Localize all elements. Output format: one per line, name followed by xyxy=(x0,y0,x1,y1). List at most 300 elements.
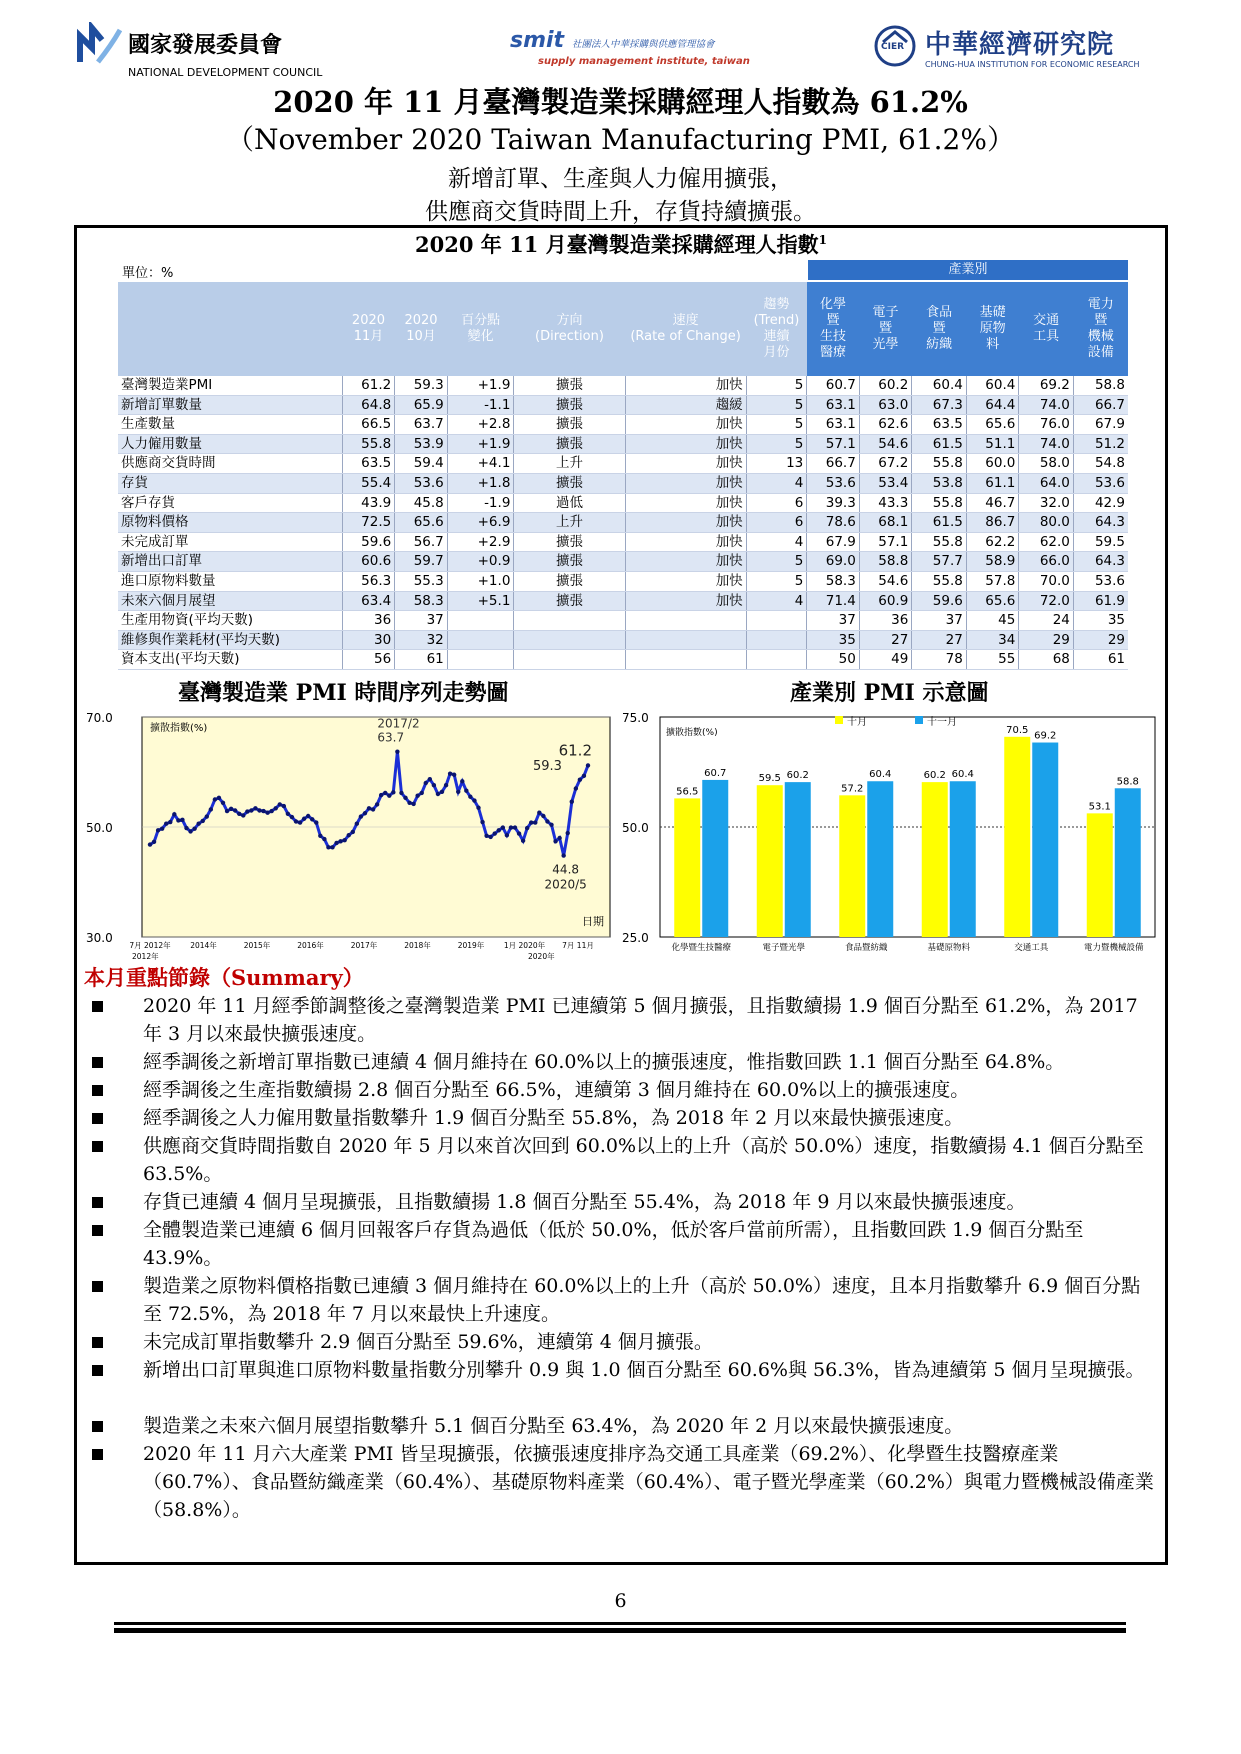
bar xyxy=(950,781,976,937)
pmi-data-point xyxy=(371,807,375,811)
cell-industry: 78.6 xyxy=(807,513,860,533)
annotation-low-date: 2020/5 xyxy=(544,877,587,892)
industry-bar-chart xyxy=(620,705,1160,965)
smit-brand: smit xyxy=(510,28,565,53)
cell-change: +6.9 xyxy=(447,513,514,533)
pmi-data-point xyxy=(521,839,525,843)
cell-industry: 42.9 xyxy=(1073,493,1128,513)
summary-text: 未完成訂單指數攀升 2.9 個百分點至 59.6%，連續第 4 個月擴張。 xyxy=(143,1331,713,1353)
cell-industry: 58.8 xyxy=(859,552,912,572)
table-row xyxy=(118,611,1128,631)
cell-nov: 64.8 xyxy=(342,395,395,415)
bullet-icon xyxy=(92,1141,103,1152)
cell-industry: 43.3 xyxy=(859,493,912,513)
cell-nov: 63.5 xyxy=(342,454,395,474)
header-food: 食品 暨 紡織 xyxy=(912,282,967,376)
cell-trend: 4 xyxy=(746,532,807,552)
cell-trend: 6 xyxy=(746,493,807,513)
cell-industry: 54.6 xyxy=(859,434,912,454)
x-tick-label: 2019年 xyxy=(457,941,485,950)
cell-industry: 80.0 xyxy=(1019,513,1074,533)
cell-industry: 58.0 xyxy=(1019,454,1074,474)
cell-change: +4.1 xyxy=(447,454,514,474)
cell-trend xyxy=(746,611,807,631)
cell-industry: 57.7 xyxy=(912,552,967,572)
pmi-data-point xyxy=(367,806,371,810)
cell-oct: 59.3 xyxy=(395,376,448,395)
cell-industry: 70.0 xyxy=(1019,571,1074,591)
cell-rate xyxy=(625,650,746,670)
cell-change: +2.8 xyxy=(447,415,514,435)
summary-text: 新增出口訂單與進口原物料數量指數分別攀升 0.9 與 1.0 個百分點至 60.6%與 56.3%，皆為連續第 5 個月呈現擴張。 xyxy=(143,1359,1145,1381)
cell-industry: 57.1 xyxy=(859,532,912,552)
x-tick-label-year: 2020年 xyxy=(528,952,555,961)
row-label: 存貨 xyxy=(118,473,342,493)
cell-industry: 60.4 xyxy=(912,376,967,395)
cell-nov: 59.6 xyxy=(342,532,395,552)
bar xyxy=(757,785,783,937)
pmi-table-body xyxy=(118,376,1128,669)
bar-value-label: 60.2 xyxy=(786,770,809,782)
cell-rate xyxy=(625,630,746,650)
smit-logo xyxy=(510,28,750,72)
cell-industry: 55.8 xyxy=(912,532,967,552)
cell-direction: 擴張 xyxy=(514,591,625,611)
pmi-data-point xyxy=(383,791,387,795)
smit-name-en: supply management institute, taiwan xyxy=(538,56,750,67)
bullet-icon xyxy=(92,1365,103,1376)
summary-text: 經季調後之新增訂單指數已連續 4 個月維持在 60.0%以上的擴張速度，惟指數回跌 1.1 個百分點至 64.8%。 xyxy=(143,1051,1065,1073)
cell-trend xyxy=(746,630,807,650)
cell-industry: 53.6 xyxy=(807,473,860,493)
table-row xyxy=(118,552,1128,572)
pmi-data-point xyxy=(152,840,156,844)
cell-industry: 36 xyxy=(859,611,912,631)
pmi-data-point xyxy=(229,807,233,811)
cell-industry: 35 xyxy=(1073,611,1128,631)
pmi-data-point xyxy=(456,790,460,794)
cell-industry: 45 xyxy=(966,611,1019,631)
pmi-data-point xyxy=(387,793,391,797)
summary-text: 製造業之原物料價格指數已連續 3 個月維持在 60.0%以上的上升（高於 50.0%）速度，且本月指數攀升 6.9 個百分點至 72.5%，為 2018 年 7 月以來最快上升速度。 xyxy=(143,1275,1141,1325)
pmi-data-point xyxy=(484,834,488,838)
summary-text: 存貨已連續 4 個月呈現擴張，且指數續揚 1.8 個百分點至 55.4%，為 2018 年 9 月以來最快擴張速度。 xyxy=(143,1191,1026,1213)
bar xyxy=(1087,813,1113,937)
table-row xyxy=(118,650,1128,670)
cell-industry: 86.7 xyxy=(966,513,1019,533)
cell-change xyxy=(447,611,514,631)
cell-oct: 65.6 xyxy=(395,513,448,533)
row-label: 原物料價格 xyxy=(118,513,342,533)
cell-industry: 63.0 xyxy=(859,395,912,415)
pmi-data-point xyxy=(209,807,213,811)
pmi-data-point xyxy=(201,819,205,823)
bar xyxy=(702,780,728,937)
row-label: 未來六個月展望 xyxy=(118,591,342,611)
summary-text: 經季調後之生產指數續揚 2.8 個百分點至 66.5%，連續第 3 個月維持在 60.0%以上的擴張速度。 xyxy=(143,1079,970,1101)
table-row xyxy=(118,591,1128,611)
header-trend: 趨勢 (Trend) 連續 月份 xyxy=(746,282,807,376)
industry-chart-title: 產業別 PMI 示意圖 xyxy=(790,680,989,706)
pmi-data-point xyxy=(225,809,229,813)
pmi-data-point xyxy=(342,838,346,842)
table-row xyxy=(118,473,1128,493)
row-label: 資本支出(平均天數) xyxy=(118,650,342,670)
row-label: 維修與作業耗材(平均天數) xyxy=(118,630,342,650)
cell-industry: 32.0 xyxy=(1019,493,1074,513)
row-label: 生產用物資(平均天數) xyxy=(118,611,342,631)
legend-swatch xyxy=(915,716,923,724)
pmi-data-point xyxy=(156,828,160,832)
cell-nov: 55.8 xyxy=(342,434,395,454)
cell-nov: 72.5 xyxy=(342,513,395,533)
pmi-data-point xyxy=(420,791,424,795)
pmi-data-point xyxy=(217,796,221,800)
cell-change: +0.9 xyxy=(447,552,514,572)
footer-rule-thin xyxy=(114,1622,1126,1625)
x-tick-label: 電力暨機械設備 xyxy=(1083,943,1144,953)
pmi-data-point xyxy=(440,790,444,794)
pmi-data-point xyxy=(525,826,529,830)
table-header-row xyxy=(118,282,1128,376)
pmi-data-point xyxy=(221,801,225,805)
pmi-data-point xyxy=(294,819,298,823)
y-tick-label: 50.0 xyxy=(86,821,113,835)
cell-direction xyxy=(514,611,625,631)
cell-industry: 55 xyxy=(966,650,1019,670)
pmi-data-point xyxy=(257,808,261,812)
cell-industry: 64.3 xyxy=(1073,552,1128,572)
cell-direction: 上升 xyxy=(514,513,625,533)
header-elec: 電子 暨 光學 xyxy=(859,282,912,376)
pmi-data-point xyxy=(403,796,407,800)
cier-logo xyxy=(873,22,1173,72)
cell-oct: 61 xyxy=(395,650,448,670)
cell-industry: 65.6 xyxy=(966,415,1019,435)
cell-industry: 51.1 xyxy=(966,434,1019,454)
cell-direction: 擴張 xyxy=(514,376,625,395)
cell-industry: 71.4 xyxy=(807,591,860,611)
cell-change: +1.8 xyxy=(447,473,514,493)
cell-industry: 58.3 xyxy=(807,571,860,591)
bar xyxy=(867,781,893,937)
page-title: 2020 年 11 月臺灣製造業採購經理人指數為 61.2% xyxy=(273,85,968,119)
bar xyxy=(785,782,811,937)
summary-text: 全體製造業已連續 6 個月回報客戶存貨為過低（低於 50.0%，低於客戶當前所需），且指數回跌 1.9 個百分點至 43.9%。 xyxy=(143,1219,1084,1269)
cell-industry: 60.0 xyxy=(966,454,1019,474)
row-label: 客戶存貨 xyxy=(118,493,342,513)
cell-industry: 51.2 xyxy=(1073,434,1128,454)
x-tick-label: 基礎原物料 xyxy=(927,943,971,953)
page-title-en: （November 2020 Taiwan Manufacturing PMI, 61.2%） xyxy=(226,123,1015,156)
cell-oct: 56.7 xyxy=(395,532,448,552)
cell-change xyxy=(447,650,514,670)
cell-industry: 53.6 xyxy=(1073,571,1128,591)
pmi-table xyxy=(118,282,1128,670)
cell-rate xyxy=(625,611,746,631)
x-tick-label: 7月 11月 xyxy=(562,941,594,950)
pmi-data-point xyxy=(261,809,265,813)
pmi-data-point xyxy=(351,830,355,834)
summary-text: 2020 年 11 月經季節調整後之臺灣製造業 PMI 已連續第 5 個月擴張，且指數續揚 1.9 個百分點至 61.2%，為 2017 年 3 月以來最快擴張速度。 xyxy=(143,995,1138,1045)
pmi-data-point xyxy=(480,820,484,824)
header-blank xyxy=(118,282,342,376)
cell-industry: 54.6 xyxy=(859,571,912,591)
pmi-data-point xyxy=(249,808,253,812)
cell-industry: 61.5 xyxy=(912,513,967,533)
cell-industry: 78 xyxy=(912,650,967,670)
table-row xyxy=(118,434,1128,454)
header-nov: 2020 11月 xyxy=(342,282,395,376)
cell-industry: 74.0 xyxy=(1019,395,1074,415)
pmi-data-point xyxy=(488,835,492,839)
cell-direction: 擴張 xyxy=(514,415,625,435)
cell-industry: 67.9 xyxy=(1073,415,1128,435)
ndc-name-en: NATIONAL DEVELOPMENT COUNCIL xyxy=(128,66,323,79)
annotation-low-value: 44.8 xyxy=(552,862,580,877)
pmi-data-point xyxy=(286,812,290,816)
x-tick-label: 2014年 xyxy=(190,941,217,950)
cell-oct: 59.4 xyxy=(395,454,448,474)
pmi-data-point xyxy=(196,822,200,826)
pmi-data-point xyxy=(561,853,565,857)
cell-oct: 59.7 xyxy=(395,552,448,572)
x-tick-label: 化學暨生技醫療 xyxy=(671,943,732,953)
pmi-data-point xyxy=(314,820,318,824)
cier-badge: CIER xyxy=(881,42,905,52)
table-title-footnote: 1 xyxy=(818,233,827,247)
cell-change: -1.1 xyxy=(447,395,514,415)
cell-direction: 擴張 xyxy=(514,395,625,415)
cell-industry: 59.5 xyxy=(1073,532,1128,552)
bar-value-label: 59.5 xyxy=(758,773,781,785)
cell-change: -1.9 xyxy=(447,493,514,513)
y-tick-label: 50.0 xyxy=(622,821,649,835)
cell-industry: 58.9 xyxy=(966,552,1019,572)
cell-nov: 30 xyxy=(342,630,395,650)
cell-rate: 加快 xyxy=(625,552,746,572)
cell-industry: 27 xyxy=(912,630,967,650)
pmi-data-point xyxy=(468,795,472,799)
x-tick-label: 食品暨紡織 xyxy=(844,943,888,953)
y-tick-label: 75.0 xyxy=(622,711,649,725)
x-tick-label: 1月 2020年 xyxy=(503,941,546,950)
pmi-data-point xyxy=(541,814,545,818)
cell-nov: 60.6 xyxy=(342,552,395,572)
cell-industry: 24 xyxy=(1019,611,1074,631)
cell-industry: 49 xyxy=(859,650,912,670)
cell-trend: 6 xyxy=(746,513,807,533)
bar xyxy=(674,798,700,937)
pmi-data-point xyxy=(241,813,245,817)
cell-industry: 69.2 xyxy=(1019,376,1074,395)
x-tick-label: 電子暨光學 xyxy=(762,943,806,953)
cell-nov: 66.5 xyxy=(342,415,395,435)
pmi-data-point xyxy=(205,814,209,818)
table-title xyxy=(76,229,1166,259)
cell-oct: 45.8 xyxy=(395,493,448,513)
row-label: 進口原物料數量 xyxy=(118,571,342,591)
cell-change: +1.0 xyxy=(447,571,514,591)
pmi-data-point xyxy=(476,806,480,810)
table-row xyxy=(118,395,1128,415)
bar-value-label: 56.5 xyxy=(676,786,699,798)
bar-value-label: 69.2 xyxy=(1034,730,1057,742)
pmi-data-point xyxy=(265,811,269,815)
legend-label: 十一月 xyxy=(927,717,957,728)
bullet-icon xyxy=(92,1225,103,1236)
pmi-data-point xyxy=(375,802,379,806)
cell-nov: 56.3 xyxy=(342,571,395,591)
ndc-logo xyxy=(76,22,376,82)
cell-oct: 55.3 xyxy=(395,571,448,591)
bar-value-label: 57.2 xyxy=(841,783,864,795)
ndc-emblem-icon xyxy=(76,22,122,68)
cell-industry: 53.4 xyxy=(859,473,912,493)
cell-rate: 加快 xyxy=(625,493,746,513)
cell-industry: 34 xyxy=(966,630,1019,650)
cell-trend: 4 xyxy=(746,473,807,493)
bar-value-label: 60.2 xyxy=(923,770,946,782)
pmi-data-point xyxy=(172,812,176,816)
pmi-data-point xyxy=(517,831,521,835)
cell-oct: 53.9 xyxy=(395,434,448,454)
pmi-data-point xyxy=(245,809,249,813)
header-rate: 速度 (Rate of Change) xyxy=(625,282,746,376)
row-label: 供應商交貨時間 xyxy=(118,454,342,474)
cell-nov: 61.2 xyxy=(342,376,395,395)
page-number: 6 xyxy=(614,1590,627,1612)
pmi-data-point xyxy=(253,806,257,810)
pmi-data-point xyxy=(582,774,586,778)
cell-oct: 58.3 xyxy=(395,591,448,611)
timeseries-chart xyxy=(80,705,620,965)
header-basic: 基礎 原物 料 xyxy=(966,282,1019,376)
pmi-data-point xyxy=(237,812,241,816)
cell-oct: 37 xyxy=(395,611,448,631)
y-tick-label: 25.0 xyxy=(622,931,649,945)
bar-value-label: 60.4 xyxy=(951,769,974,781)
cell-industry: 61.5 xyxy=(912,434,967,454)
cell-industry: 58.8 xyxy=(1073,376,1128,395)
row-label: 未完成訂單 xyxy=(118,532,342,552)
legend-swatch xyxy=(835,716,843,724)
pmi-data-point xyxy=(436,792,440,796)
row-label: 人力僱用數量 xyxy=(118,434,342,454)
y-tick-label: 70.0 xyxy=(86,711,113,725)
cell-direction xyxy=(514,650,625,670)
cell-industry: 53.8 xyxy=(912,473,967,493)
pmi-data-point xyxy=(164,822,168,826)
cell-rate: 加快 xyxy=(625,454,746,474)
pmi-data-point xyxy=(493,831,497,835)
table-unit: 單位：% xyxy=(122,266,174,281)
bar xyxy=(1004,737,1030,937)
pmi-data-point xyxy=(578,778,582,782)
pmi-data-point xyxy=(274,806,278,810)
cell-oct: 65.9 xyxy=(395,395,448,415)
table-row xyxy=(118,532,1128,552)
pmi-data-point xyxy=(472,798,476,802)
cell-direction: 擴張 xyxy=(514,552,625,572)
x-tick-label: 2016年 xyxy=(297,941,324,950)
pmi-data-point xyxy=(180,818,184,822)
pmi-data-point xyxy=(497,828,501,832)
table-row xyxy=(118,571,1128,591)
pmi-data-point xyxy=(533,820,537,824)
x-tick-label: 2015年 xyxy=(243,941,271,950)
summary-text: 2020 年 11 月六大產業 PMI 皆呈現擴張，依擴張速度排序為交通工具產業（69.2%）、化學暨生技醫療產業（60.7%）、食品暨紡織產業（60.4%）、基礎原物料產業（60.4%）、電子暨光學產業（60.2%）與電力暨機械設備產業（58.8%）。 xyxy=(143,1443,1154,1521)
cell-industry: 68 xyxy=(1019,650,1074,670)
pmi-data-point xyxy=(391,790,395,794)
pmi-data-point xyxy=(334,841,338,845)
pmi-data-point xyxy=(269,809,273,813)
cell-industry: 62.6 xyxy=(859,415,912,435)
cell-industry: 60.4 xyxy=(966,376,1019,395)
pmi-data-point xyxy=(399,791,403,795)
cell-trend: 5 xyxy=(746,415,807,435)
cell-industry: 62.0 xyxy=(1019,532,1074,552)
bullet-icon xyxy=(92,1085,103,1096)
header-direction: 方向 (Direction) xyxy=(514,282,625,376)
pmi-data-point xyxy=(310,817,314,821)
x-tick-label: 2017年 xyxy=(350,941,378,950)
page-subtitle-1: 新增訂單、生產與人力僱用擴張， xyxy=(448,166,793,192)
pmi-data-point xyxy=(428,777,432,781)
bullet-icon xyxy=(92,1057,103,1068)
cell-trend: 13 xyxy=(746,454,807,474)
pmi-data-point xyxy=(302,817,306,821)
pmi-data-point xyxy=(192,826,196,830)
cell-industry: 64.3 xyxy=(1073,513,1128,533)
cell-oct: 63.7 xyxy=(395,415,448,435)
pmi-data-point xyxy=(306,814,310,818)
cell-industry: 60.2 xyxy=(859,376,912,395)
cell-industry: 61 xyxy=(1073,650,1128,670)
pmi-data-point xyxy=(509,825,513,829)
pmi-data-point xyxy=(574,786,578,790)
cell-direction: 擴張 xyxy=(514,434,625,454)
cell-nov: 63.4 xyxy=(342,591,395,611)
bullet-icon xyxy=(92,1337,103,1348)
annotation-peak-date: 2017/2 xyxy=(377,716,420,731)
cell-industry: 63.1 xyxy=(807,395,860,415)
footer-rule-thick xyxy=(114,1628,1126,1633)
summary-heading: 本月重點節錄（Summary） xyxy=(84,965,364,990)
cell-industry: 37 xyxy=(912,611,967,631)
cell-industry: 68.1 xyxy=(859,513,912,533)
pmi-data-point xyxy=(347,833,351,837)
cell-industry: 46.7 xyxy=(966,493,1019,513)
cell-industry: 29 xyxy=(1073,630,1128,650)
summary-list xyxy=(92,992,1162,1562)
pmi-data-point xyxy=(359,814,363,818)
pmi-data-point xyxy=(407,801,411,805)
pmi-data-point xyxy=(460,779,464,783)
cell-industry: 37 xyxy=(807,611,860,631)
pmi-data-point xyxy=(557,836,561,840)
bullet-icon xyxy=(92,1197,103,1208)
pmi-data-point xyxy=(213,797,217,801)
cell-industry: 61.1 xyxy=(966,473,1019,493)
pmi-data-point xyxy=(537,811,541,815)
pmi-data-point xyxy=(432,783,436,787)
cell-industry: 64.0 xyxy=(1019,473,1074,493)
cell-industry: 55.8 xyxy=(912,571,967,591)
cell-industry: 67.9 xyxy=(807,532,860,552)
pmi-data-point xyxy=(148,842,152,846)
pmi-data-point xyxy=(566,831,570,835)
